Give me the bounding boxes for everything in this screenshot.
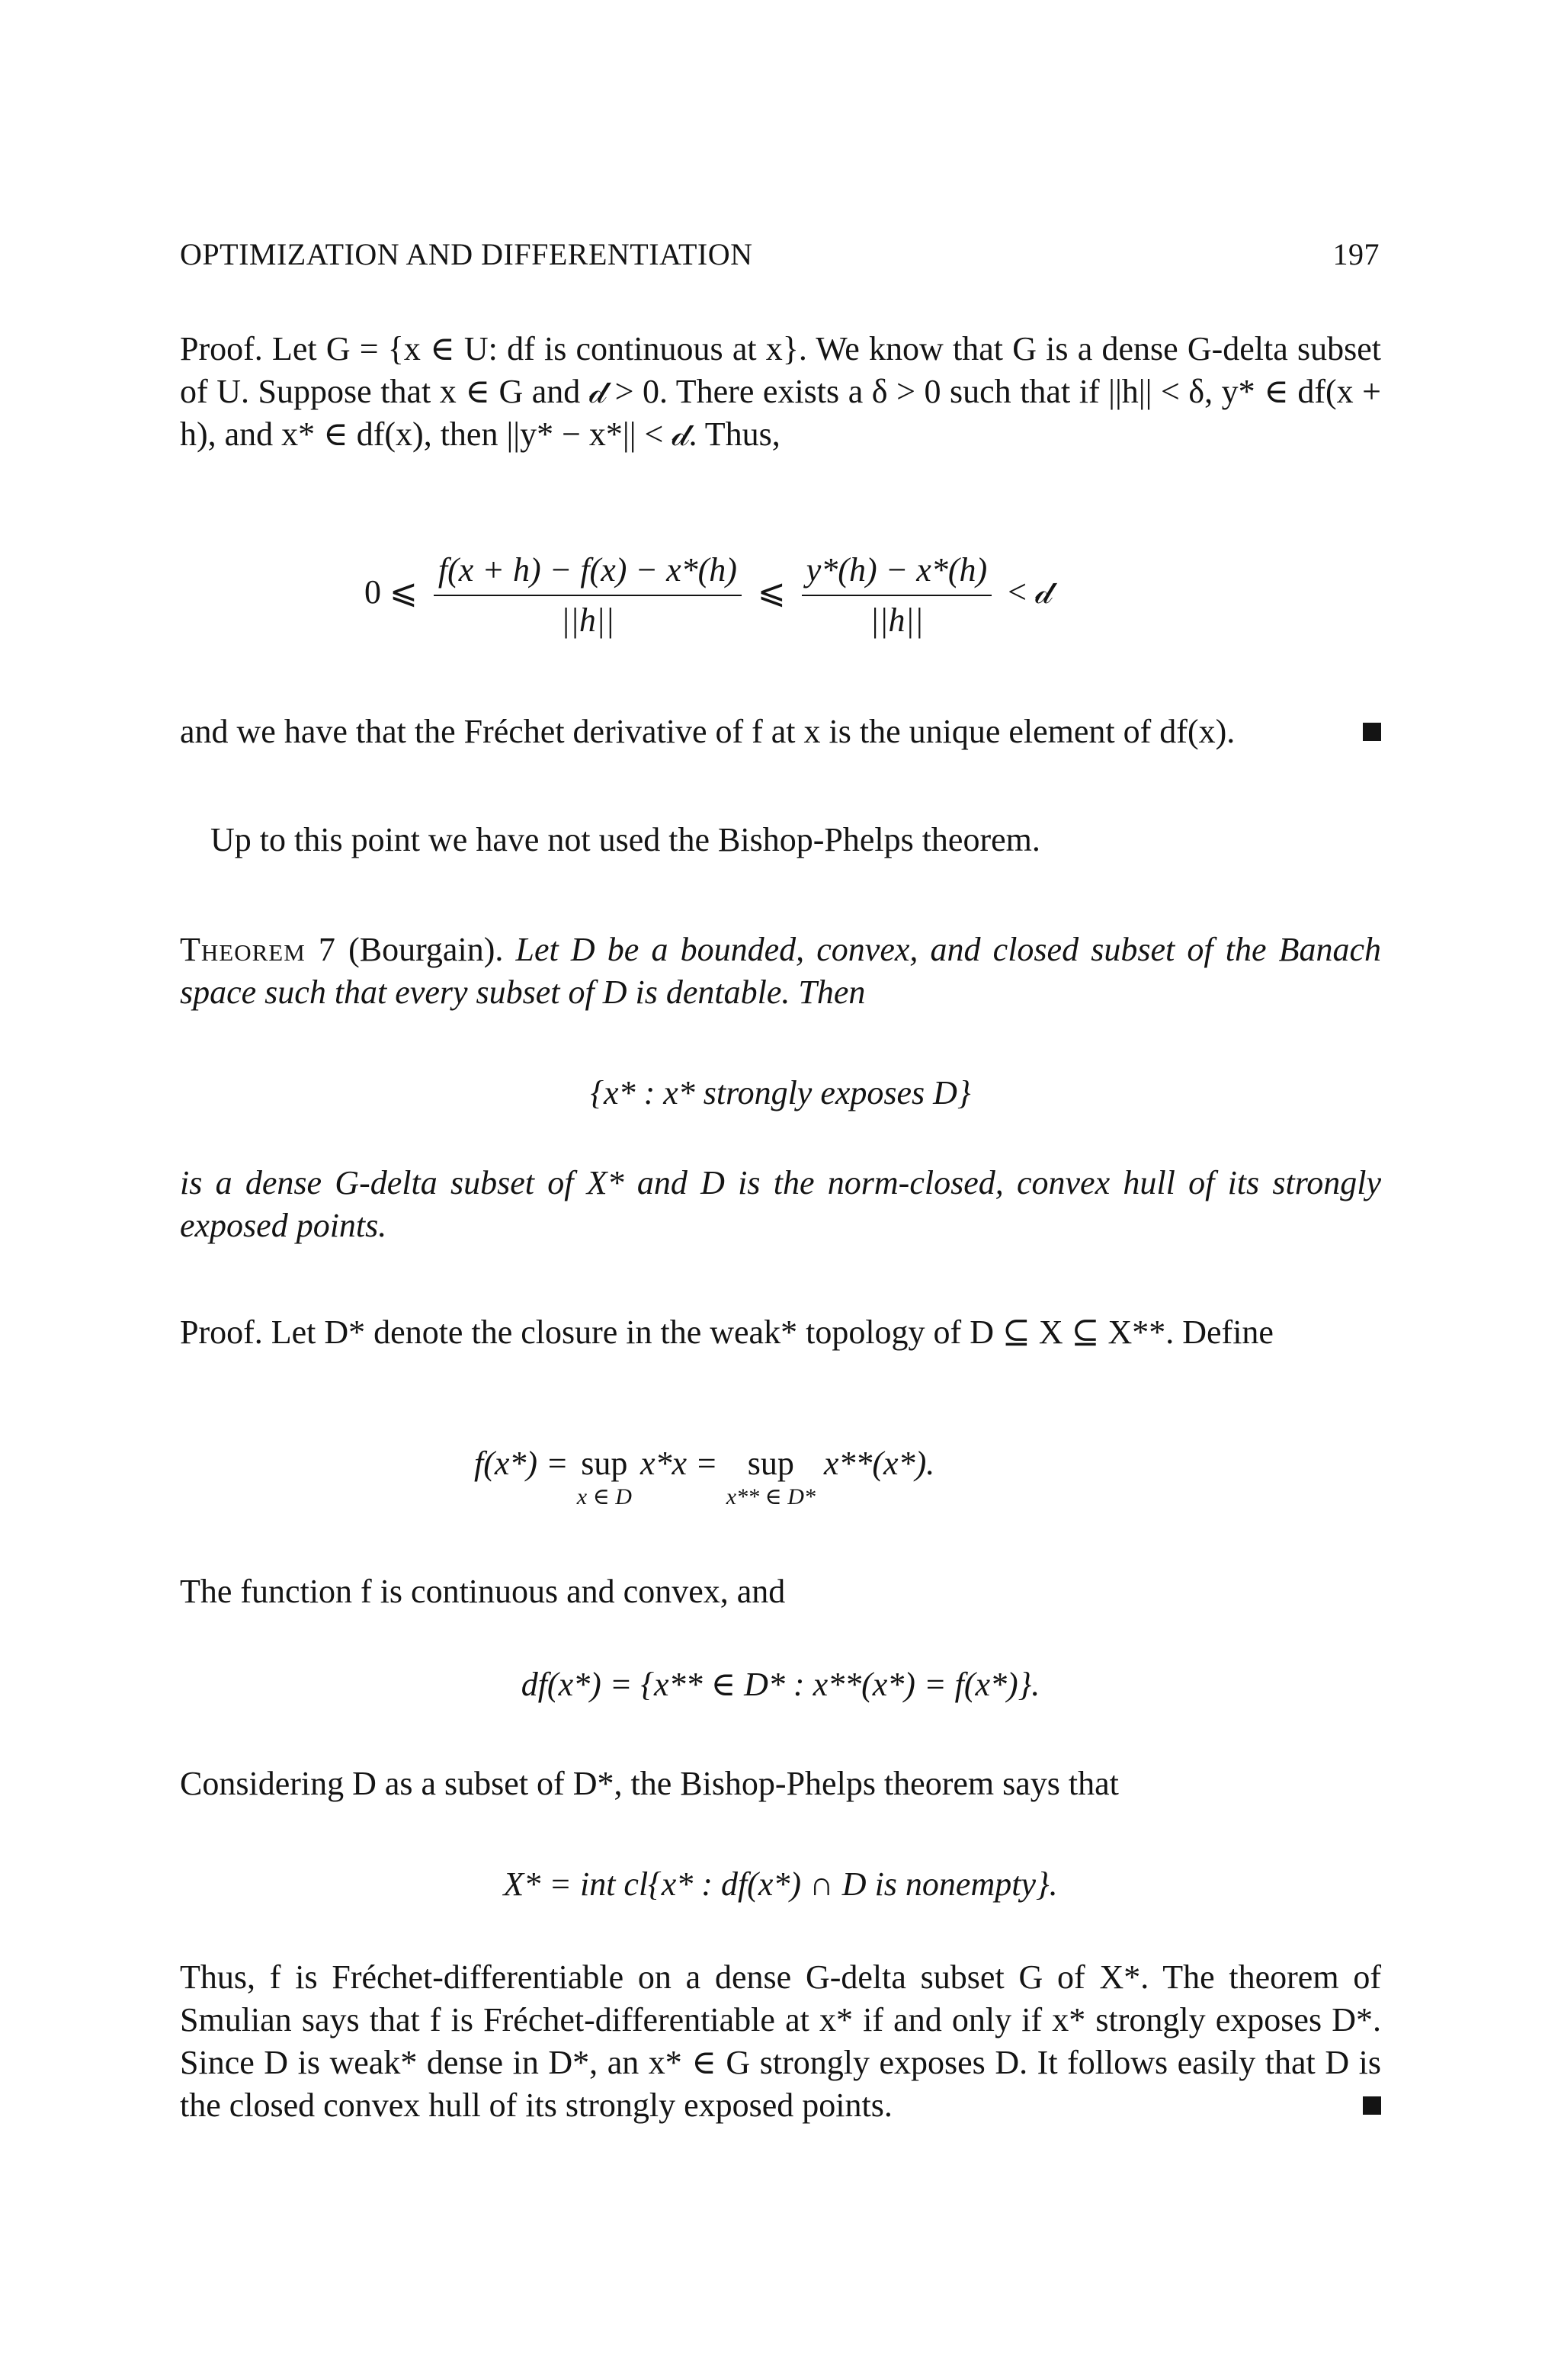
proof-paragraph-1: Proof. Let G = {x ∈ U: df is continuous at x}. We know that G is a dense G-delta subset of U. Suppose that x ∈ G and 𝒹 > 0. There exists a δ > 0 such that if ||h|| < δ, y* ∈ df(x + h), and x* ∈ df(x), then ||y* − x*|| < 𝒹. Thus,: [180, 330, 1381, 453]
eq2-sup2-subscript: x** ∈ D*: [726, 1484, 816, 1509]
eq1-frac1-numerator: f(x + h) − f(x) − x*(h): [434, 549, 742, 596]
qed-square-icon: [1363, 2096, 1381, 2115]
theorem-set-display: {x* : x* strongly exposes D}: [590, 1074, 971, 1111]
eq1-frac1-denominator: ||h||: [560, 601, 615, 639]
eq1-frac2-numerator: y*(h) − x*(h): [802, 549, 992, 596]
qed-square-icon: [1363, 723, 1381, 741]
page-number: 197: [1332, 237, 1380, 271]
interior-closure-display: X* = int cl{x* : df(x*) ∩ D is nonempty}.: [503, 1865, 1058, 1903]
bishop-phelps-sentence: Considering D as a subset of D*, the Bishop-Phelps theorem says that: [180, 1765, 1119, 1802]
eq1-fraction-1: [434, 549, 742, 642]
proof-1-conclusion: [180, 710, 1381, 753]
remark-paragraph: Up to this point we have not used the Bishop-Phelps theorem.: [210, 821, 1040, 858]
eq2-sup2-op: sup: [747, 1445, 794, 1482]
eq2-lhs: f(x*) =: [474, 1445, 577, 1482]
subdifferential-display: df(x*) = {x** ∈ D* : x**(x*) = f(x*)}.: [521, 1666, 1040, 1703]
proof-paragraph-2: Proof. Let D* denote the closure in the weak* topology of D ⊆ X ⊆ X**. Define: [180, 1313, 1274, 1351]
eq2-sup-2: [726, 1442, 816, 1509]
eq1-lhs: 0 ⩽: [364, 573, 418, 611]
eq2-sup-1: [577, 1442, 632, 1509]
running-header: OPTIMIZATION AND DIFFERENTIATION: [180, 237, 753, 271]
eq1-fraction-2: [802, 549, 992, 642]
final-paragraph: [180, 1956, 1381, 2127]
continuity-sentence: The function f is continuous and convex, and: [180, 1573, 786, 1610]
theorem-conclusion: is a dense G-delta subset of X* and D is the norm-closed, convex hull of its strongly exposed points.: [180, 1164, 1381, 1244]
theorem-7: [180, 929, 1381, 1014]
theorem-statement: Let D be a bounded, convex, and closed subset of the Banach space such that every subset of D is dentable. Then: [180, 931, 1382, 1011]
eq1-frac2-denominator: ||h||: [870, 601, 924, 639]
theorem-label: Theorem 7: [180, 931, 336, 968]
final-paragraph-text: Thus, f is Fréchet-differentiable on a dense G-delta subset G of X*. The theorem of Smulian says that f is Fréchet-differentiable at x* if and only if x* strongly exposes D*. Since D is weak* dense in D*, an x* ∈ G strongly exposes D. It follows easily that D is the closed convex hull of its strongly exposed points.: [180, 1958, 1381, 2124]
proof-1-conclusion-text: and we have that the Fréchet derivative of f at x is the unique element of df(x).: [180, 713, 1236, 750]
eq2-mid: x*x =: [639, 1445, 726, 1482]
theorem-attribution: (Bourgain).: [348, 931, 504, 968]
eq1-rhs: < 𝒹: [1008, 573, 1053, 611]
eq1-mid: ⩽: [757, 573, 786, 611]
eq2-rhs: x**(x*).: [823, 1445, 935, 1482]
eq2-sup1-op: sup: [581, 1445, 628, 1482]
sup-definition-display: [474, 1442, 934, 1509]
eq2-sup1-subscript: x ∈ D: [576, 1484, 632, 1509]
inequality-display: [364, 549, 1052, 642]
